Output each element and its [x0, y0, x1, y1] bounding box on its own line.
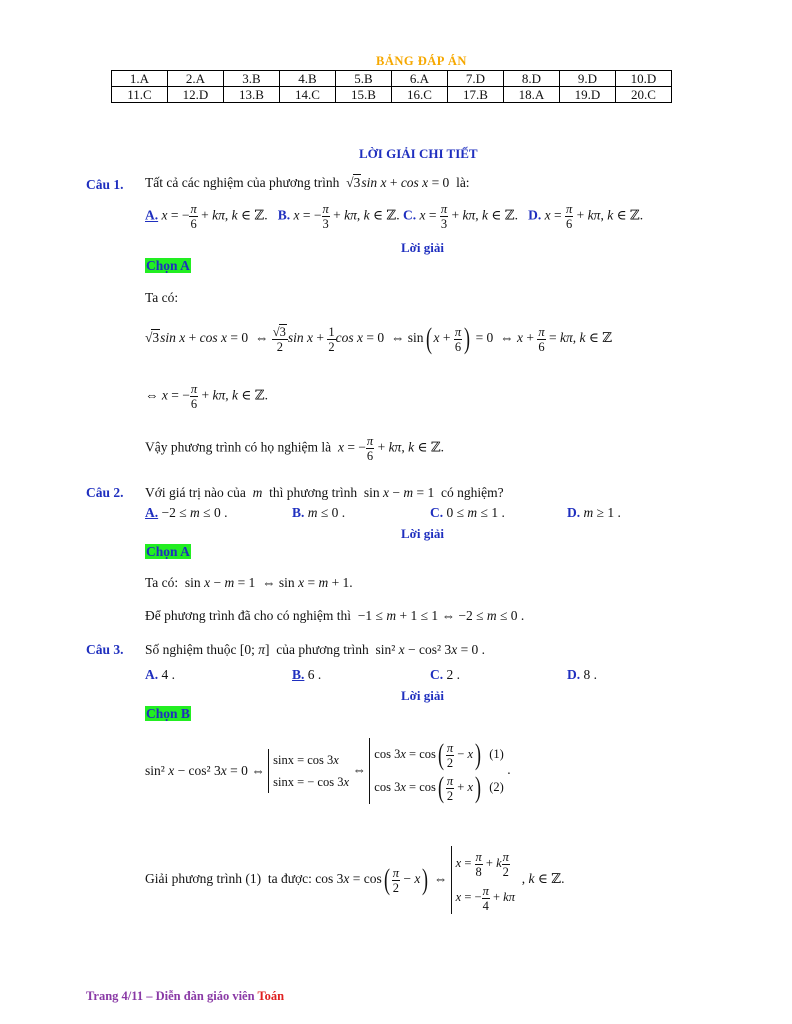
text-line: Ta có: [145, 290, 179, 305]
equation-line: Giải phương trình (1) ta được: cos 3x = cos( $\frac{\pi}{2}$ − x) ⇔ x = $\frac{\pi}{8}$ + k $\frac{\pi}{2}$ x = − $\frac{\pi}{4}$ + kπ , k ∈ ℤ. [145, 846, 564, 914]
option-a: A. −2 ≤ m ≤ 0 . [145, 505, 228, 520]
answer-cell: 12.D [168, 87, 224, 103]
answer-table-title: BẢNG ĐÁP ÁN [376, 54, 467, 68]
question-1-text: Tất cả các nghiệm của phương trình √3sin x + cos x = 0 là: [145, 175, 470, 190]
answer-cell: 15.B [336, 87, 392, 103]
answer-cell: 9.D [560, 71, 616, 87]
option-b: B. [277, 207, 291, 223]
option-a: A. [145, 207, 159, 223]
question-1-label: Câu 1. [86, 177, 124, 192]
table-row [112, 71, 672, 87]
equation-line: sin² x − cos² 3x = 0 ⇔ sinx = cos 3x sinx = − cos 3x ⇔ cos 3x = cos( $\frac{\pi}{2}$ − x) (1) cos 3x = cos( $\frac{\pi}{2}$ + x) (2) . [145, 738, 511, 805]
section-title: LỜI GIẢI CHI TIẾT [359, 146, 478, 161]
footer-subject: Toán [257, 989, 285, 1003]
question-1-options: A. x = − $\frac{\pi}{6}$ + kπ, k ∈ ℤ. B. x = − $\frac{\pi}{3}$ + kπ, k ∈ ℤ. C. x = $\frac{\pi}{3}$ + kπ, k ∈ ℤ. D. x = $\frac{\pi}{6}$ + kπ, k ∈ ℤ. [145, 202, 644, 231]
option-c: C. 2 . [430, 667, 460, 682]
answer-badge: Chọn B [146, 706, 190, 721]
answer-cell: 20.C [616, 87, 672, 103]
answer-badge: Chọn A [146, 258, 190, 273]
option-b: B. 6 . [292, 667, 322, 682]
option-d: D. 8 . [567, 667, 597, 682]
question-2-text: Với giá trị nào của m thì phương trình sin x − m = 1 có nghiệm? [145, 485, 504, 500]
option-d: D. m ≥ 1 . [567, 505, 621, 520]
equation-line: √3sin x + cos x = 0 ⇔ $\frac{√3}{2}$ sin x + $\frac{1}{2}$ cos x = 0 ⇔ sin( x + $\frac{\pi}{6}$ ) = 0 ⇔ x + $\frac{\pi}{6}$ = kπ, k ∈ ℤ [145, 322, 613, 355]
answer-cell: 5.B [336, 71, 392, 87]
text-line: Ta có: sin x − m = 1 ⇔ sin x = m + 1. [145, 575, 353, 590]
table-row [112, 87, 672, 103]
answer-cell: 17.B [448, 87, 504, 103]
solution-heading: Lời giải [401, 688, 444, 703]
option-c: C. [403, 207, 417, 223]
answer-cell: 6.A [392, 71, 448, 87]
answer-cell: 4.B [280, 71, 336, 87]
page-footer [86, 988, 284, 1004]
answer-cell: 1.A [112, 71, 168, 87]
answer-cell: 14.C [280, 87, 336, 103]
option-c: C. 0 ≤ m ≤ 1 . [430, 505, 505, 520]
answer-table [111, 70, 672, 103]
answer-cell: 8.D [504, 71, 560, 87]
page-number: Trang 4/11 [86, 989, 144, 1003]
answer-cell: 18.A [504, 87, 560, 103]
answer-badge: Chọn A [146, 544, 190, 559]
conclusion-line: Vậy phương trình có họ nghiệm là x = − $\frac{\pi}{6}$ + kπ, k ∈ ℤ. [145, 434, 445, 463]
equation-line: ⇔ x = − $\frac{\pi}{6}$ + kπ, k ∈ ℤ. [145, 382, 268, 411]
answer-cell: 13.B [224, 87, 280, 103]
option-b: B. m ≤ 0 . [292, 505, 346, 520]
question-2-label: Câu 2. [86, 485, 124, 500]
answer-cell: 19.D [560, 87, 616, 103]
solution-heading: Lời giải [401, 240, 444, 255]
solution-heading: Lời giải [401, 526, 444, 541]
answer-cell: 11.C [112, 87, 168, 103]
option-a: A. 4 . [145, 667, 175, 682]
text-line: Để phương trình đã cho có nghiệm thì −1 ≤ m + 1 ≤ 1 ⇔ −2 ≤ m ≤ 0 . [145, 608, 525, 623]
option-d: D. [528, 207, 542, 223]
question-3-text: Số nghiệm thuộc [0; π] của phương trình sin² x − cos² 3x = 0 . [145, 642, 486, 657]
answer-cell: 10.D [616, 71, 672, 87]
answer-cell: 7.D [448, 71, 504, 87]
answer-cell: 3.B [224, 71, 280, 87]
footer-text: – Diễn đàn giáo viên [143, 989, 258, 1003]
answer-cell: 2.A [168, 71, 224, 87]
answer-cell: 16.C [392, 87, 448, 103]
question-3-label: Câu 3. [86, 642, 124, 657]
